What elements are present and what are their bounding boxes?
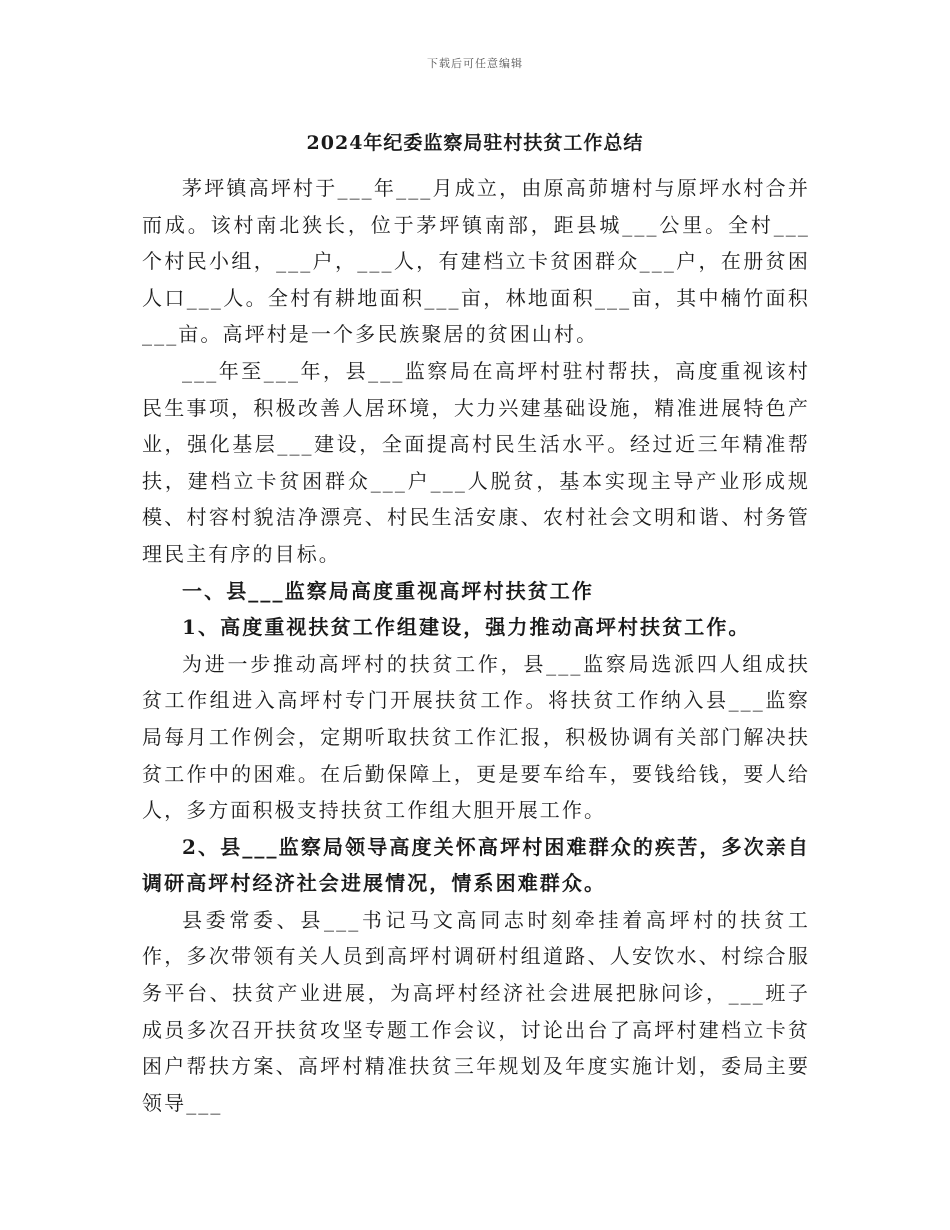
paragraph-overview: ___年至___年，县___监察局在高坪村驻村帮扶，高度重视该村民生事项，积极改善人居环境，大力兴建基础设施，精准进展特色产业，强化基层___建设，全面提高村民生活水平。经过近三年精准帮扶，建档立卡贫困群众___户___人脱贫，基本实现主导产业形成规模、村容村貌洁净漂亮、村民生活安康、农村社会文明和谐、村务管理民主有序的目标。: [142, 358, 810, 566]
paragraph-work-group: 为进一步推动高坪村的扶贫工作，县___监察局选派四人组成扶贫工作组进入高坪村专门开展扶贫工作。将扶贫工作纳入县___监察局每月工作例会，定期听取扶贫工作汇报，积极协调有关部门解决扶贫工作中的困难。在后勤保障上，更是要车给车，要钱给钱，要人给人，多方面积极支持扶贫工作组大胆开展工作。: [142, 651, 810, 823]
subsection-heading-2: 2、县___监察局领导高度关怀高坪村困难群众的疾苦，多次亲自调研高坪村经济社会进展情况，情系困难群众。: [142, 834, 810, 896]
document-body: [142, 170, 810, 1121]
page-header-note: 下载后可任意编辑: [427, 57, 523, 70]
paragraph-leadership: 县委常委、县___书记马文高同志时刻牵挂着高坪村的扶贫工作，多次带领有关人员到高坪村调研村组道路、人安饮水、村综合服务平台、扶贫产业进展，为高坪村经济社会进展把脉问诊，___班子成员多次召开扶贫攻坚专题工作会议，讨论出台了高坪村建档立卡贫困户帮扶方案、高坪村精准扶贫三年规划及年度实施计划，委局主要领导___: [142, 907, 810, 1115]
document-title: 2024年纪委监察局驻村扶贫工作总结: [306, 132, 644, 154]
section-heading-1: 一、县___监察局高度重视高坪村扶贫工作: [182, 578, 594, 603]
subsection-heading-1: 1、高度重视扶贫工作组建设，强力推动高坪村扶贫工作。: [182, 615, 751, 640]
paragraph-intro: 茅坪镇高坪村于___年___月成立，由原高茆塘村与原坪水村合并而成。该村南北狭长，位于茅坪镇南部，距县城___公里。全村___个村民小组，___户，___人，有建档立卡贫困群众___户，在册贫困人口___人。全村有耕地面积___亩，林地面积___亩，其中楠竹面积___亩。高坪村是一个多民族聚居的贫困山村。: [142, 176, 810, 347]
